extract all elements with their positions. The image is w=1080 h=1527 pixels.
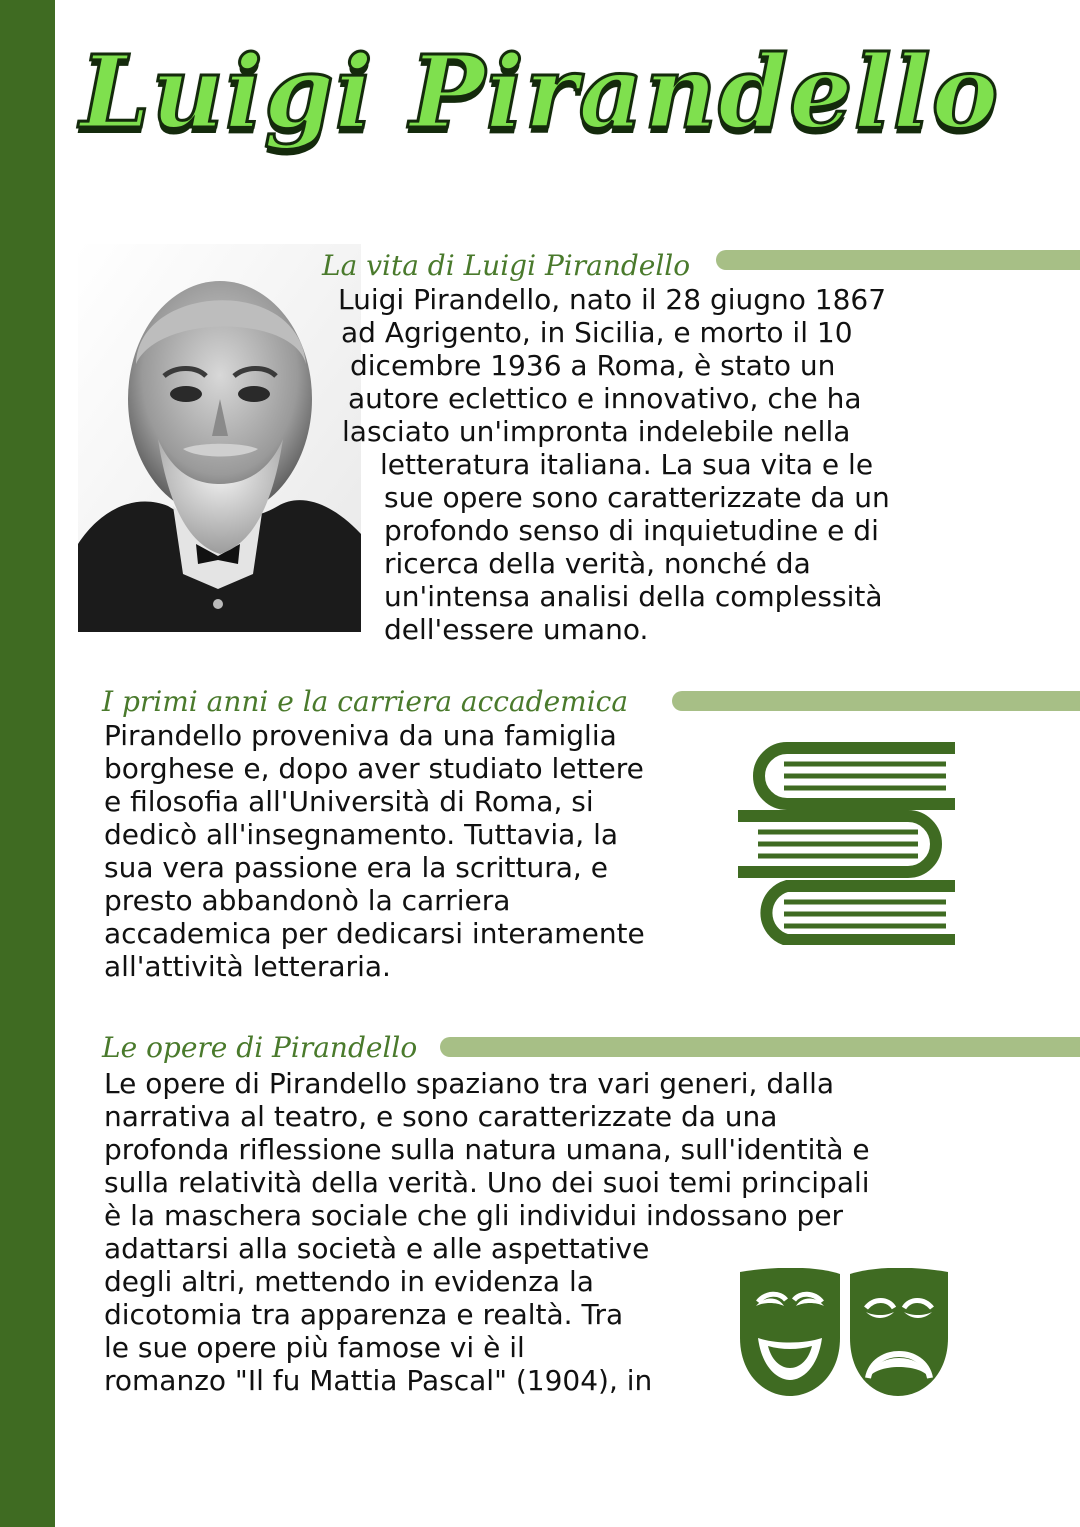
life-text-line: letteratura italiana. La sua vita e le (380, 448, 874, 481)
page-title: Luigi Pirandello (80, 33, 1000, 151)
early-text-line: e filosofia all'Università di Roma, si (104, 785, 594, 818)
life-text-line: dicembre 1936 a Roma, è stato un (350, 349, 836, 382)
life-text-line: ricerca della verità, nonché da (384, 547, 811, 580)
works-text-line: narrativa al teatro, e sono caratterizzate da una (104, 1100, 778, 1133)
early-text-line: presto abbandonò la carriera (104, 884, 511, 917)
section-heading-works: Le opere di Pirandello (102, 1031, 418, 1064)
portrait-photo (78, 244, 361, 632)
life-text-line: lasciato un'impronta indelebile nella (342, 415, 851, 448)
section-heading-life: La vita di Luigi Pirandello (322, 249, 691, 282)
life-text-line: ad Agrigento, in Sicilia, e morto il 10 (341, 316, 853, 349)
works-text-line: profonda riflessione sulla natura umana, sull'identità e (104, 1133, 870, 1166)
books-icon (732, 740, 960, 949)
works-text-line: sulla relatività della verità. Uno dei suoi temi principali (104, 1166, 870, 1199)
early-text-line: Pirandello proveniva da una famiglia (104, 719, 617, 752)
works-text-line: dicotomia tra apparenza e realtà. Tra (104, 1298, 624, 1331)
early-text-line: dedicò all'insegnamento. Tuttavia, la (104, 818, 619, 851)
life-text-line: sue opere sono caratterizzate da un (384, 481, 890, 514)
early-text-line: all'attività letteraria. (104, 950, 391, 983)
theater-masks-icon (736, 1268, 954, 1402)
side-accent-bar (0, 0, 55, 1527)
section-heading-early-years: I primi anni e la carriera accademica (102, 685, 629, 718)
section-rule-life (716, 250, 1080, 270)
section-rule-early-years (672, 691, 1080, 711)
works-text-line: è la maschera sociale che gli individui indossano per (104, 1199, 844, 1232)
life-text-line: Luigi Pirandello, nato il 28 giugno 1867 (338, 283, 887, 316)
early-text-line: accademica per dedicarsi interamente (104, 917, 645, 950)
works-text-line: adattarsi alla società e alle aspettative (104, 1232, 650, 1265)
early-text-line: borghese e, dopo aver studiato lettere (104, 752, 644, 785)
life-text-line: autore eclettico e innovativo, che ha (348, 382, 862, 415)
works-text-line: Le opere di Pirandello spaziano tra vari generi, dalla (104, 1067, 835, 1100)
life-text-line: dell'essere umano. (384, 613, 649, 646)
life-text-line: profondo senso di inquietudine e di (384, 514, 879, 547)
works-text-line: le sue opere più famose vi è il (104, 1331, 525, 1364)
works-text-line: romanzo "Il fu Mattia Pascal" (1904), in (104, 1364, 653, 1397)
section-rule-works (440, 1037, 1080, 1057)
early-text-line: sua vera passione era la scrittura, e (104, 851, 608, 884)
life-text-line: un'intensa analisi della complessità (384, 580, 883, 613)
works-text-line: degli altri, mettendo in evidenza la (104, 1265, 594, 1298)
